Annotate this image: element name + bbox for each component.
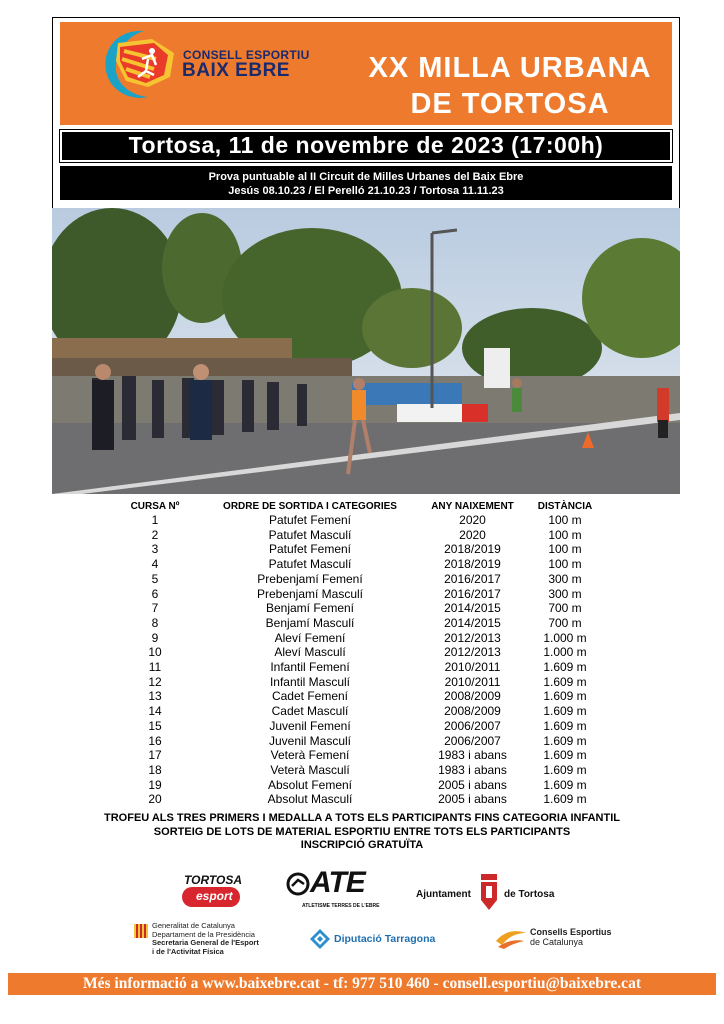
category: Cadet Femení — [271, 689, 349, 704]
circuit-dates: Jesús 08.10.23 / El Perelló 21.10.23 / Tortosa 11.11.23 — [228, 185, 504, 197]
table-row — [0, 748, 724, 763]
consells-swoosh-icon — [494, 927, 528, 949]
race-number: 2 — [151, 527, 159, 542]
category: Absolut Femení — [267, 777, 353, 792]
header-distance: DISTÀNCIA — [537, 501, 593, 512]
race-number: 14 — [148, 704, 162, 719]
tortosa-esport-logo — [176, 873, 248, 913]
logo-text-consell: CONSELL ESPORTIU — [183, 48, 310, 62]
race-photo — [52, 208, 680, 494]
distance: 100 m — [548, 527, 582, 542]
race-number: 8 — [151, 615, 159, 630]
de-tortosa-text: de Tortosa — [504, 889, 555, 900]
race-number: 4 — [151, 557, 159, 572]
table-row — [0, 542, 724, 557]
distance: 100 m — [548, 557, 582, 572]
birth-year: 2010/2011 — [444, 674, 501, 689]
category: Benjamí Femení — [265, 601, 355, 616]
category: Infantil Femení — [270, 660, 350, 674]
note-trophy: TROFEU ALS TRES PRIMERS I MEDALLA A TOTS ELS PARTICIPANTS FINS CATEGORIA INFANTIL — [104, 812, 620, 824]
birth-year: 2005 i abans — [438, 792, 507, 807]
birth-year: 2018/2019 — [444, 542, 501, 557]
tortosa-esport-text2: esport — [196, 889, 233, 903]
generalitat-flag-icon — [134, 924, 148, 938]
distance: 100 m — [548, 513, 582, 527]
birth-year: 2014/2015 — [444, 601, 501, 616]
category: Patufet Masculí — [268, 527, 352, 542]
table-row — [0, 645, 724, 660]
category: Prebenjamí Femení — [257, 571, 363, 586]
event-notes — [0, 812, 724, 853]
header-birth-year: ANY NAIXEMENT — [431, 501, 514, 512]
distance: 1.609 m — [543, 718, 587, 733]
ate-sub-text: ATLETISME TERRES DE L'EBRE — [302, 903, 380, 909]
distance: 1.000 m — [543, 645, 587, 660]
race-number: 18 — [148, 762, 162, 777]
category: Aleví Femení — [274, 630, 346, 645]
generalitat-logo — [134, 922, 274, 962]
distance: 1.000 m — [543, 630, 587, 645]
birth-year: 2010/2011 — [444, 660, 501, 674]
circuit-description: Prova puntuable al II Circuit de Milles Urbanes del Baix Ebre — [208, 171, 524, 183]
distance: 1.609 m — [543, 762, 587, 777]
category: Veterà Masculí — [270, 762, 350, 777]
ate-runner-icon — [286, 872, 310, 896]
footer-contact-info: Més informació a www.baixebre.cat - tf: 977 510 460 - consell.esportiu@baixebre.cat — [83, 975, 641, 992]
distance: 700 m — [548, 615, 582, 630]
distance: 1.609 m — [543, 660, 587, 674]
distance: 100 m — [548, 542, 582, 557]
event-title-line1: XX MILLA URBANA — [368, 52, 652, 84]
race-number: 5 — [151, 571, 159, 586]
category: Benjamí Masculí — [265, 615, 355, 630]
race-number: 6 — [151, 586, 159, 601]
consells-line1: Consells Esportius — [530, 927, 612, 937]
tortosa-crest-icon — [478, 872, 500, 912]
generalitat-line3: Secretaria General de l'Esport — [152, 938, 259, 947]
table-row — [0, 704, 724, 719]
birth-year: 1983 i abans — [438, 748, 507, 763]
birth-year: 2012/2013 — [444, 645, 501, 660]
race-number: 11 — [148, 660, 162, 674]
distance: 1.609 m — [543, 733, 587, 748]
logo-text-baix-ebre: BAIX EBRE — [182, 60, 290, 81]
ate-main-text: ATE — [310, 866, 365, 899]
category: Prebenjamí Masculí — [256, 586, 364, 601]
birth-year: 2016/2017 — [444, 586, 501, 601]
table-row — [0, 601, 724, 616]
event-title-line2: DE TORTOSA — [410, 88, 610, 120]
birth-year: 2006/2007 — [444, 718, 501, 733]
race-number: 1 — [151, 513, 159, 527]
category: Patufet Femení — [268, 542, 352, 557]
table-row — [0, 587, 724, 602]
birth-year: 2008/2009 — [444, 689, 501, 704]
race-number: 13 — [148, 689, 162, 704]
race-number: 12 — [148, 674, 162, 689]
header-race-number: CURSA Nº — [130, 501, 180, 512]
category: Juvenil Masculí — [268, 733, 352, 748]
generalitat-line4: i de l'Activitat Física — [152, 946, 224, 956]
generalitat-line1: Generalitat de Catalunya — [152, 921, 235, 930]
race-number: 15 — [148, 718, 162, 733]
table-row — [0, 778, 724, 793]
distance: 1.609 m — [543, 777, 587, 792]
category: Cadet Masculí — [271, 704, 349, 719]
table-row — [0, 631, 724, 646]
table-row — [0, 528, 724, 543]
consells-esportius-logo — [494, 924, 624, 954]
event-date: Tortosa, 11 de novembre de 2023 (17:00h) — [128, 132, 604, 158]
birth-year: 2005 i abans — [438, 777, 507, 792]
header-category: ORDRE DE SORTIDA I CATEGORIES — [223, 501, 397, 512]
birth-year: 2012/2013 — [444, 630, 501, 645]
birth-year: 2018/2019 — [444, 557, 501, 572]
diputacio-diamond-icon — [310, 929, 330, 949]
birth-year: 2008/2009 — [444, 704, 501, 719]
category: Patufet Femení — [268, 513, 352, 527]
race-number: 19 — [148, 777, 162, 792]
table-row — [0, 616, 724, 631]
race-number: 16 — [148, 733, 162, 748]
race-number: 3 — [151, 542, 159, 557]
category: Aleví Masculí — [274, 645, 346, 660]
distance: 1.609 m — [543, 689, 587, 704]
birth-year: 2014/2015 — [444, 615, 501, 630]
category: Veterà Femení — [270, 748, 350, 763]
table-row — [0, 675, 724, 690]
birth-year: 2020 — [459, 513, 486, 527]
distance: 700 m — [548, 601, 582, 616]
table-row — [0, 689, 724, 704]
note-free-registration: INSCRIPCIÓ GRATUÏTA — [300, 839, 424, 851]
category: Absolut Masculí — [267, 792, 353, 807]
category: Juvenil Femení — [269, 718, 351, 733]
birth-year: 2020 — [459, 527, 486, 542]
ate-logo — [286, 866, 380, 914]
table-row — [0, 719, 724, 734]
distance: 300 m — [548, 586, 582, 601]
consells-line2: de Catalunya — [530, 937, 584, 947]
table-row — [0, 763, 724, 778]
note-raffle: SORTEIG DE LOTS DE MATERIAL ESPORTIU ENTRE TOTS ELS PARTICIPANTS — [153, 825, 571, 838]
birth-year: 1983 i abans — [438, 762, 507, 777]
table-row — [0, 513, 724, 528]
table-row — [0, 734, 724, 749]
distance: 1.609 m — [543, 792, 587, 807]
generalitat-line2: Departament de la Presidència — [152, 929, 255, 939]
ajuntament-tortosa-logo — [416, 870, 576, 914]
birth-year: 2016/2017 — [444, 571, 501, 586]
tortosa-esport-text1: TORTOSA — [184, 873, 243, 887]
category: Infantil Masculí — [269, 674, 351, 689]
race-number: 20 — [148, 792, 162, 807]
distance: 1.609 m — [543, 748, 587, 763]
table-row — [0, 792, 724, 807]
diputacio-text: Diputació Tarragona — [334, 933, 436, 945]
table-row — [0, 660, 724, 675]
race-number: 17 — [148, 748, 162, 763]
distance: 1.609 m — [543, 704, 587, 719]
table-row — [0, 557, 724, 572]
race-number: 9 — [151, 630, 159, 645]
distance: 1.609 m — [543, 674, 587, 689]
race-number: 10 — [148, 645, 162, 660]
ajuntament-text: Ajuntament — [416, 889, 471, 900]
table-row — [0, 572, 724, 587]
birth-year: 2006/2007 — [444, 733, 501, 748]
race-number: 7 — [151, 601, 159, 616]
distance: 300 m — [548, 571, 582, 586]
category: Patufet Masculí — [268, 557, 352, 572]
diputacio-tarragona-logo — [310, 928, 440, 954]
